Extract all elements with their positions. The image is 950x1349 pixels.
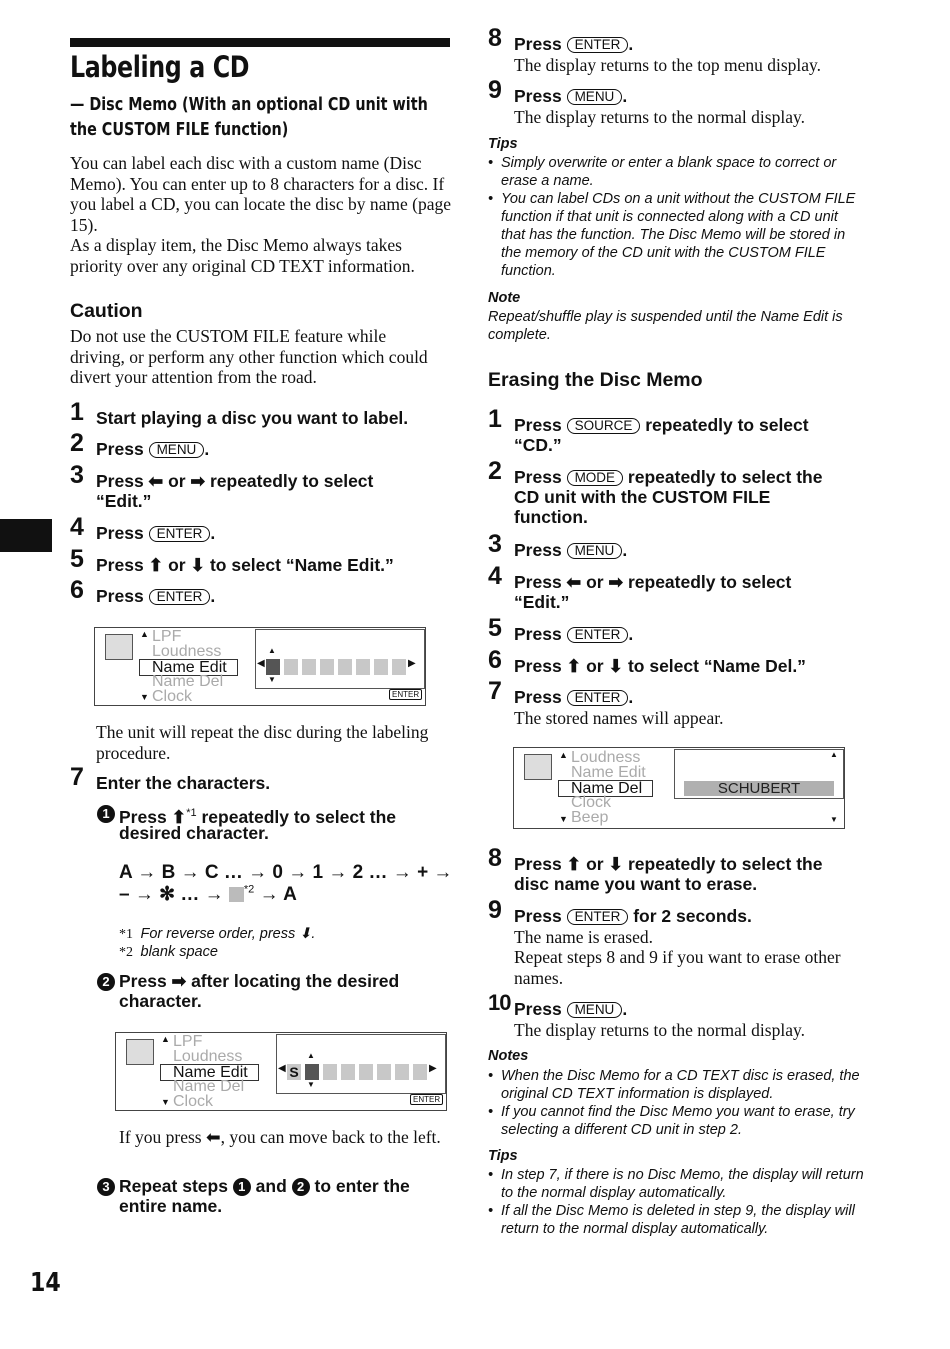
lcd-menu-item: Loudness [152, 643, 222, 660]
step-text: Press [514, 624, 562, 644]
step-number: 4 [70, 513, 84, 541]
erase-step-9-desc2: Repeat steps 8 and 9 if you want to erase other names. [514, 947, 841, 988]
sequence-text: – → ✻ … → [119, 884, 229, 905]
lcd-menu-item: Name Edit [571, 764, 646, 781]
step-text: Start playing a disc you want to label. [96, 408, 409, 428]
step-text: Enter the characters. [96, 773, 271, 793]
footnote-ref: *1 [186, 807, 197, 819]
menu-key-icon: MENU [149, 442, 205, 458]
page-title: Labeling a CD [70, 50, 250, 84]
step-text: Press [514, 467, 562, 487]
substep-text-line2: desired character. [119, 823, 269, 843]
repeat-text: The unit will repeat the disc during the labeling procedure. [96, 722, 429, 763]
char-cell [392, 659, 406, 675]
substep-text: repeatedly to select the [196, 806, 397, 827]
lcd-menu-item: Loudness [571, 749, 641, 766]
sequence-text: → A [254, 884, 297, 905]
step-text: repeatedly to select the [623, 467, 823, 487]
char-cell [413, 1064, 427, 1080]
step-number: 8 [488, 844, 502, 872]
step-punct: . [210, 523, 216, 543]
step-punct: . [210, 586, 216, 606]
step-text: Press [96, 439, 144, 459]
step-text: Press [514, 687, 562, 707]
bullet-icon: • [488, 1104, 494, 1120]
footnote-2 [119, 943, 218, 961]
title-rule [70, 38, 450, 47]
step-text: Press [514, 540, 562, 560]
cursor-up-icon: ▲ [307, 1051, 315, 1060]
cursor-up-icon: ▲ [268, 646, 276, 655]
footnote-ref: *2 [243, 883, 255, 896]
cursor-right-icon: ▶ [408, 658, 416, 669]
substep-text: Repeat steps [119, 1176, 233, 1196]
enter-key-icon: ENTER [567, 37, 629, 53]
scroll-up-icon: ▲ [140, 629, 149, 639]
step-number: 1 [70, 398, 84, 426]
stored-disc-name: SCHUBERT [684, 781, 834, 796]
step-text-line2: CD unit with the CUSTOM FILE [514, 487, 771, 507]
step-number: 1 [488, 405, 502, 433]
step-number: 5 [70, 545, 84, 573]
caution-heading: Caution [70, 300, 143, 322]
char-cell [377, 1064, 391, 1080]
step-number: 9 [488, 76, 502, 104]
substep-text: and [250, 1176, 292, 1196]
cursor-down-icon: ▼ [307, 1080, 315, 1089]
lcd-menu-item: Name Del [152, 673, 224, 690]
char-cell [284, 659, 298, 675]
menu-key-icon: MENU [567, 89, 623, 105]
lcd-menu-item: Beep [571, 809, 609, 826]
footnote-text: For reverse order, press ⬇. [140, 926, 316, 942]
step-text-line3: function. [514, 507, 588, 527]
lcd-menu-item-selected: Name Del [558, 780, 653, 797]
substep-ref-icon: 2 [292, 1178, 310, 1196]
menu-key-icon: MENU [567, 543, 623, 559]
section-tab [0, 519, 52, 552]
intro-paragraph-1: You can label each disc with a custom name (Disc Memo). You can enter up to 8 characters for a disc. If you label a CD, you can locate the disc by name (page 15). [70, 153, 451, 235]
step-text-line2: disc name you want to erase. [514, 874, 758, 894]
tip-text: You can label CDs on a unit without the CUSTOM FILE function if that unit is connected along with a CD unit that has the function. The Disc Memo will be stored in the memory of the CD unit with the CUSTOM FILE function. [501, 191, 856, 279]
tips-heading: Tips [488, 136, 518, 152]
step-9-desc: The display returns to the normal display. [514, 107, 805, 127]
cursor-down-icon: ▼ [268, 675, 276, 684]
substep-text-line2: entire name. [119, 1196, 223, 1216]
lcd-menu-item: LPF [152, 628, 182, 645]
char-cell [374, 659, 388, 675]
substep-2 [97, 971, 400, 1011]
step-text: Press ⬅ or ➡ repeatedly to select [514, 572, 792, 592]
char-cell [302, 659, 316, 675]
step-text-line2: “Edit.” [514, 592, 570, 612]
substep-ref-icon: 1 [233, 1178, 251, 1196]
step-punct: . [628, 624, 634, 644]
step-number: 10 [488, 990, 511, 1015]
lcd-display-name-edit-char [115, 1032, 447, 1111]
enter-key-icon: ENTER [567, 909, 629, 925]
erase-step-9-desc1: The name is erased. [514, 927, 653, 947]
substep-text: Press ⬆ [119, 806, 187, 827]
erase-step-7-desc: The stored names will appear. [514, 708, 724, 728]
bullet-icon: • [488, 155, 494, 171]
step-number: 5 [488, 614, 502, 642]
bullet-icon: • [488, 1203, 494, 1219]
char-cell [356, 659, 370, 675]
scroll-down-icon: ▼ [559, 814, 568, 824]
footnote-1 [119, 925, 315, 943]
lcd-menu-item: Name Del [173, 1078, 245, 1095]
lcd-menu-item-selected: Name Edit [139, 659, 238, 676]
enter-key-icon: ENTER [567, 627, 629, 643]
pencil-icon [524, 754, 552, 780]
step-number: 3 [488, 530, 502, 558]
enter-indicator-icon: ENTER [410, 1094, 443, 1105]
char-cell [341, 1064, 355, 1080]
intro-paragraph-2: As a display item, the Disc Memo always takes priority over any original CD TEXT information. [70, 235, 415, 276]
scroll-down-icon: ▼ [140, 692, 149, 702]
step-8-desc: The display returns to the top menu display. [514, 55, 822, 75]
page-subtitle: — Disc Memo (With an optional CD unit with the CUSTOM FILE function) [70, 95, 428, 140]
notes-heading: Notes [488, 1048, 529, 1064]
step-punct: . [628, 687, 634, 707]
step-text: Press ⬆ or ⬇ repeatedly to select the [514, 854, 823, 874]
enter-key-icon: ENTER [149, 526, 211, 542]
cursor-left-icon: ◀ [257, 658, 265, 669]
lcd-menu-item: Clock [152, 688, 193, 705]
step-punct: . [622, 86, 628, 106]
scroll-down-icon: ▼ [161, 1097, 170, 1107]
substep-text: Press ➡ after locating the desired [119, 971, 400, 991]
substep-text: to enter the [309, 1176, 410, 1196]
step-text: repeatedly to select [640, 415, 809, 435]
caution-text: Do not use the CUSTOM FILE feature while driving, or perform any other function which could divert your attention from the road. [70, 326, 428, 387]
step-text: Press [96, 586, 144, 606]
lcd-menu-item: LPF [173, 1033, 203, 1050]
mode-key-icon: MODE [567, 470, 624, 486]
enter-key-icon: ENTER [149, 589, 211, 605]
step-punct: . [628, 34, 634, 54]
substep-number-icon: 3 [97, 1178, 115, 1196]
step-text: Press [514, 86, 562, 106]
step-text: Press [514, 999, 562, 1019]
step-number: 2 [488, 457, 502, 485]
step-number: 4 [488, 562, 502, 590]
step-number: 8 [488, 24, 502, 52]
step-number: 2 [70, 429, 84, 457]
lcd-menu-item: Clock [173, 1093, 214, 1110]
footnote-text: blank space [140, 944, 218, 960]
step-text: Press [514, 906, 562, 926]
enter-key-icon: ENTER [567, 690, 629, 706]
erase-step-10-desc: The display returns to the normal display. [514, 1020, 805, 1040]
lcd-menu-item: Loudness [173, 1048, 243, 1065]
step-text: Press ⬆ or ⬇ to select “Name Del.” [514, 656, 806, 676]
scroll-up-icon: ▲ [161, 1034, 170, 1044]
substep-3 [97, 1176, 410, 1216]
tip-text: Simply overwrite or enter a blank space to correct or erase a name. [501, 155, 837, 189]
char-cell [359, 1064, 373, 1080]
step-punct: . [622, 999, 628, 1019]
enter-indicator-icon: ENTER [389, 689, 422, 700]
char-cell [338, 659, 352, 675]
step-text: Press ⬅ or ➡ repeatedly to select [96, 471, 374, 491]
tips2-heading: Tips [488, 1148, 518, 1164]
lcd-menu-item: Clock [571, 794, 612, 811]
step-number: 7 [488, 677, 502, 705]
step-number: 7 [70, 763, 84, 791]
footnote-mark: *2 [119, 945, 133, 960]
step-text: Press [514, 34, 562, 54]
bullet-icon: • [488, 191, 494, 207]
lcd-menu-item-selected: Name Edit [160, 1064, 259, 1081]
bullet-icon: • [488, 1068, 494, 1084]
note-text: When the Disc Memo for a CD TEXT disc is erased, the original CD TEXT information is displayed. [501, 1068, 860, 1102]
step-number: 9 [488, 896, 502, 924]
substep-1 [97, 803, 397, 843]
character-sequence-line2 [119, 883, 297, 906]
note-text: Repeat/shuffle play is suspended until the Name Edit is complete. [488, 309, 843, 343]
step-number: 3 [70, 461, 84, 489]
entered-char: S [287, 1064, 301, 1080]
menu-key-icon: MENU [567, 1002, 623, 1018]
list-up-icon: ▲ [830, 750, 838, 759]
lcd-display-name-edit [94, 627, 426, 706]
step-text: for 2 seconds. [628, 906, 752, 926]
char-cell [395, 1064, 409, 1080]
step-text-line2: “CD.” [514, 435, 562, 455]
step-number: 6 [70, 576, 84, 604]
substep-number-icon: 2 [97, 973, 115, 991]
char-cell [323, 1064, 337, 1080]
blank-space-icon [229, 887, 244, 902]
substep-text-line2: character. [119, 991, 202, 1011]
character-sequence-line1: A → B → C … → 0 → 1 → 2 … → + → [119, 862, 453, 883]
bullet-icon: • [488, 1167, 494, 1183]
cursor-right-icon: ▶ [429, 1063, 437, 1074]
tip-text: If all the Disc Memo is deleted in step 9, the display will return to the normal display automatically. [501, 1203, 855, 1237]
scroll-up-icon: ▲ [559, 750, 568, 760]
pencil-icon [126, 1039, 154, 1065]
substep-number-icon: 1 [97, 805, 115, 823]
step-text: Press ⬆ or ⬇ to select “Name Edit.” [96, 555, 394, 575]
footnote-mark: *1 [119, 927, 133, 942]
cursor-left-icon: ◀ [278, 1063, 286, 1074]
step-text-line2: “Edit.” [96, 491, 152, 511]
list-down-icon: ▼ [830, 815, 838, 824]
lcd-display-name-del [513, 747, 845, 829]
char-cell [320, 659, 334, 675]
source-key-icon: SOURCE [567, 418, 641, 434]
erase-heading: Erasing the Disc Memo [488, 369, 703, 391]
note-heading: Note [488, 290, 521, 306]
tip-text: In step 7, if there is no Disc Memo, the display will return to the normal display automatically. [501, 1167, 864, 1201]
step-text: Press [96, 523, 144, 543]
step-text: Press [514, 415, 562, 435]
step-punct: . [622, 540, 628, 560]
step-number: 6 [488, 646, 502, 674]
step-punct: . [204, 439, 210, 459]
back-text: If you press ⬅, you can move back to the left. [119, 1127, 441, 1147]
pencil-icon [105, 634, 133, 660]
char-cell [305, 1064, 319, 1080]
note-text: If you cannot find the Disc Memo you want to erase, try selecting a different CD unit in step 2. [501, 1104, 855, 1138]
char-cell [266, 659, 280, 675]
page-number: 14 [30, 1268, 61, 1298]
